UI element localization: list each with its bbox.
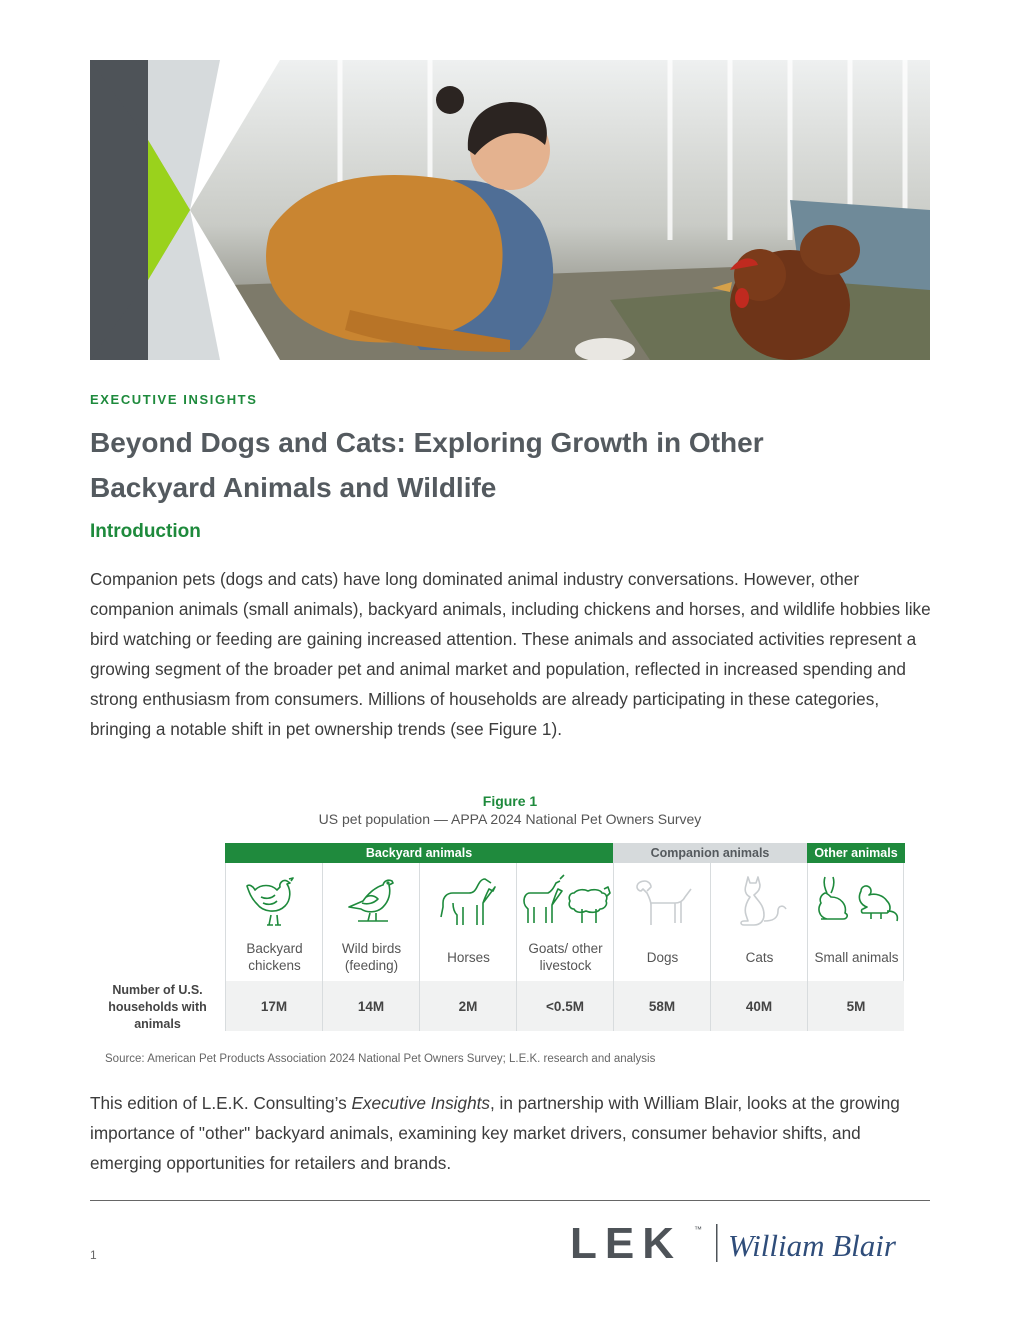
second-paragraph [90,1088,935,1178]
column-value: 14M [323,981,419,1031]
column-value: 58M [614,981,710,1031]
column-label: Goats/ other livestock [528,941,603,973]
column-label: Small animals [814,949,899,965]
table-column [516,863,613,1031]
table-column [613,863,710,1031]
bird-icon [323,873,420,933]
rabbit-rodent-icon [808,873,905,933]
footer-divider [90,1200,930,1201]
column-value: 17M [226,981,322,1031]
second-paragraph-part: , in partnership with William Blair, looks at the growing importance of "other" backyard animals, examining key market drivers, consumer behavior shifts, and emerging opportunities for retailers and brands. [90,1093,900,1173]
page-number: 1 [90,1248,97,1262]
chicken-icon [226,873,323,933]
eyebrow-label: EXECUTIVE INSIGHTS [90,392,258,407]
column-value: 2M [420,981,516,1031]
logo-tm: ™ [694,1225,702,1234]
column-value: 40M [711,981,807,1031]
table-column [225,863,322,1031]
intro-paragraph: Companion pets (dogs and cats) have long dominated animal industry conversations. However, other companion animals (small animals), backyard animals, including chickens and horses, and wildlife hobbies like bird watching or feeding are gaining increased attention. These animals and associated activities represent a growing segment of the broader pet and animal market and population, reflected in increased spending and strong enthusiasm from consumers. Millions of households are already participating in these categories, bringing a notable shift in pet ownership trends (see Figure 1). [90,569,931,739]
column-value: <0.5M [517,981,613,1031]
table-column [807,863,904,1031]
section-heading: Introduction [90,521,201,542]
table-column [322,863,419,1031]
column-label: Horses [447,949,490,965]
logo-lek-text: LEK [570,1219,682,1266]
cat-icon [711,873,808,933]
figure-subtitle: US pet population — APPA 2024 National Pet Owners Survey [318,811,702,827]
logo-william-blair: William Blair [728,1228,896,1263]
publication-name: Executive Insights [351,1093,490,1113]
row-header: Number of U.S. households with animals [108,983,207,1031]
dog-icon [614,873,711,933]
second-paragraph-part: This edition of L.E.K. Consulting’s [90,1093,352,1113]
group-header-other: Other animals [807,843,905,863]
page-title: Beyond Dogs and Cats: Exploring Growth in Other Backyard Animals and Wildlife [90,427,764,503]
table-column [710,863,807,1031]
group-header-backyard: Backyard animals [225,843,613,863]
figure-number: Figure 1 [482,793,538,809]
column-value: 5M [808,981,904,1031]
column-label: Backyard chickens [246,941,303,973]
table-column [419,863,516,1031]
horse-icon [420,873,517,933]
goat-sheep-icon [517,873,614,933]
column-label: Dogs [646,949,679,965]
column-label: Wild birds (feeding) [341,941,402,973]
column-label: Cats [745,949,774,965]
lek-william-blair-logo [570,1218,930,1266]
hero-image [90,60,930,360]
group-header-companion: Companion animals [613,843,807,863]
pet-population-table [225,843,905,1031]
figure-source: Source: American Pet Products Association 2024 National Pet Owners Survey; L.E.K. research and analysis [105,1053,656,1065]
